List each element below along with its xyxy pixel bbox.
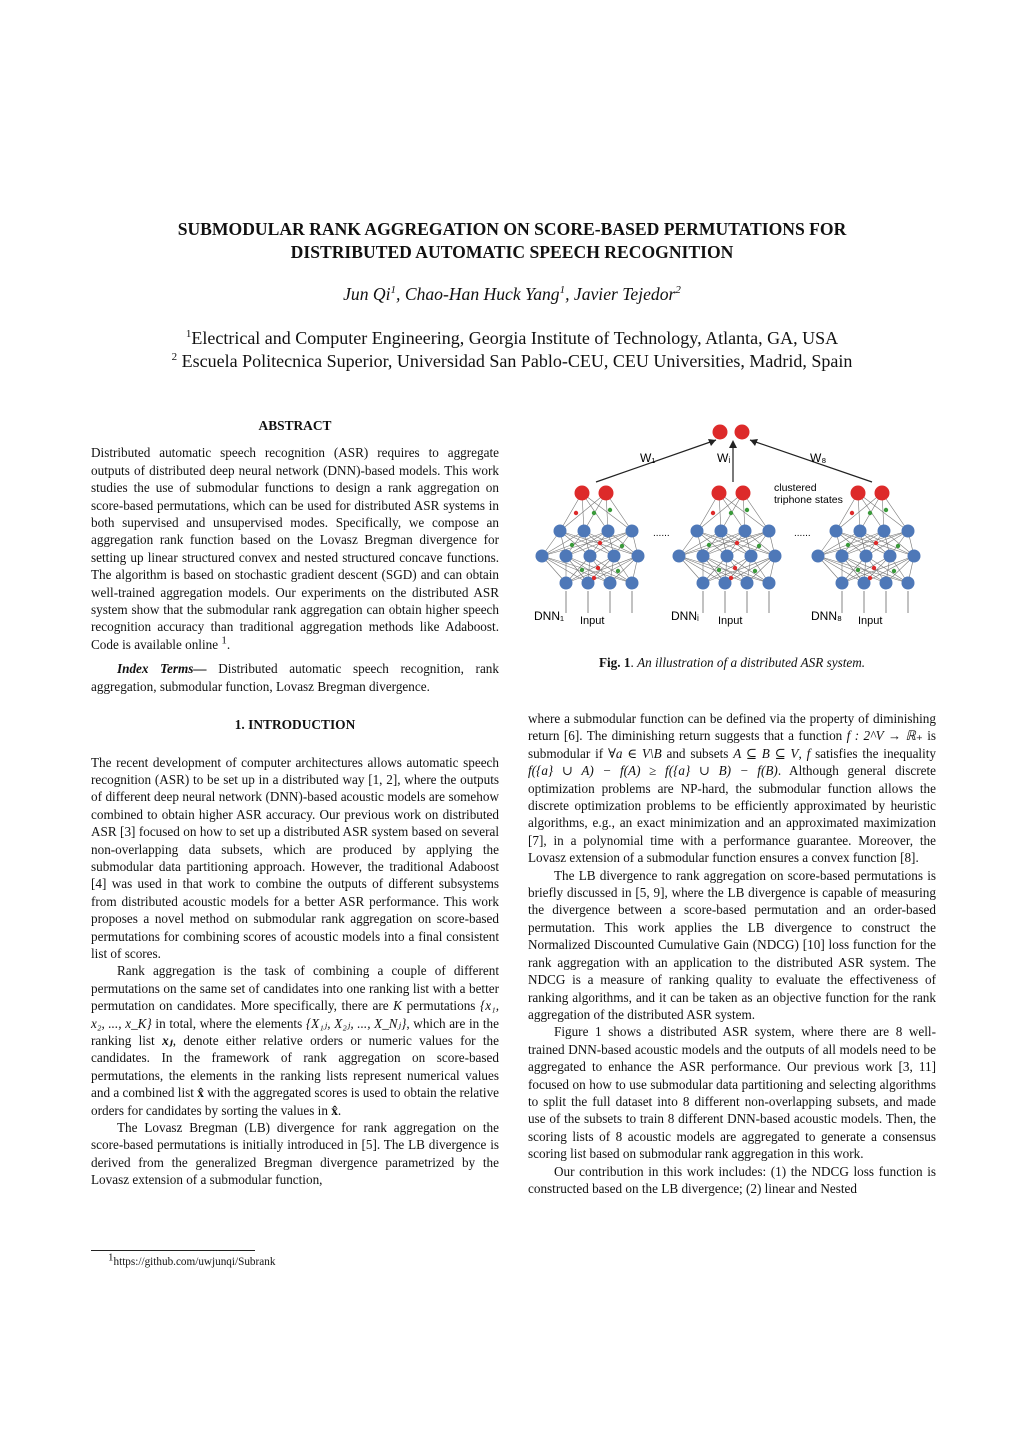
label-input: Input <box>580 615 605 627</box>
activation-dot <box>608 508 612 512</box>
author-list: Jun Qi$^1$, Chao-Han Huck Yang$^1$, Javier Tejedor$^2$ <box>343 284 681 304</box>
output-node <box>851 486 866 501</box>
math-f: f <box>806 745 811 761</box>
caption-label: Fig. 1 <box>598 655 631 670</box>
math-K: K <box>393 998 402 1014</box>
hidden-node <box>554 525 567 538</box>
label-input: Input <box>858 615 883 627</box>
activation-dot <box>711 511 715 515</box>
affiliation-1 <box>0 328 1024 349</box>
figure-distributed-asr <box>528 418 936 630</box>
hidden-node <box>854 525 867 538</box>
hidden-node <box>763 525 776 538</box>
math-xj: xⱼ <box>162 1033 173 1048</box>
footnote-link[interactable]: https://github.com/uwjunqi/Subrank <box>113 1256 276 1268</box>
hidden-node <box>697 550 710 563</box>
hidden-node <box>721 550 734 563</box>
label-dnn1: DNN₁ <box>534 609 565 623</box>
ellipsis-1: ...... <box>653 528 670 539</box>
activation-dot <box>753 569 757 573</box>
hidden-node <box>836 550 849 563</box>
text-run: , which are in the ranking list <box>91 1015 499 1048</box>
hidden-node <box>739 525 752 538</box>
intro-paragraph-2 <box>91 962 499 1119</box>
author-name: Javier Tejedor <box>573 284 676 304</box>
activation-dot <box>846 543 850 547</box>
text-run: is submodular if <box>528 728 937 761</box>
affiliation-sup: 1 <box>185 328 192 340</box>
output-node <box>735 425 750 440</box>
output-node <box>713 425 728 440</box>
label-triphone-states: triphone states <box>774 494 843 506</box>
author-name: Chao-Han Huck Yang <box>404 284 560 304</box>
text-run: , denote either relative orders or numeric values for the candidates. In the framework of rank aggregation on score-based permutations, the elements in the ranking lists represent numerical values and a combined list <box>91 1033 499 1101</box>
hidden-node <box>902 577 915 590</box>
hidden-node <box>860 550 873 563</box>
activation-dot <box>872 566 876 570</box>
abstract-end: . <box>226 636 231 652</box>
hidden-node <box>632 550 645 563</box>
label-dnni: DNNᵢ <box>671 609 699 623</box>
activation-dot <box>570 543 574 547</box>
abstract-heading: ABSTRACT <box>258 418 332 433</box>
hidden-node <box>560 550 573 563</box>
activation-dot <box>592 576 596 580</box>
hidden-node <box>769 550 782 563</box>
hidden-node <box>584 550 597 563</box>
index-terms <box>91 660 499 695</box>
math-subsets: A ⊆ B ⊆ V <box>733 745 799 761</box>
left-column <box>91 417 499 1189</box>
hidden-node <box>836 577 849 590</box>
activation-dot <box>580 568 584 572</box>
author-name: Jun Qi <box>343 284 391 304</box>
intro-paragraph-1: The recent development of computer architectures allows automatic speech recognition (ASR) to be set up in a distributed way [1, 2], where the outputs of different deep neural network (DNN)-based acoustic models are somehow combined to obtain higher ASR accuracy. Our previous work on distributed ASR [3] focused on how to set up a distributed ASR system based on several non-overlapping data subsets, which are produced by applying the submodular data partitioning approach. However, the traditional Adaboost [4] was used in that work to combine the outputs of different subsystems from distributed acoustic models for a better ASR performance. This work proposes a novel method on submodular rank aggregation on score-based permutations for combining scores of acoustic models into a final consistent list of scores. <box>91 754 499 961</box>
hidden-node <box>626 577 639 590</box>
activation-dot <box>592 511 596 515</box>
activation-dot <box>868 511 872 515</box>
text-run: where a submodular function can be defined via the property of diminishing return [6]. The diminishing return suggests that a function <box>528 711 936 744</box>
right-paragraph-4: Our contribution in this work includes: (1) the NDCG loss function is constructed based on the LB divergence; (2) linear and Nested <box>528 1163 936 1196</box>
arrow-w1 <box>596 440 716 482</box>
text-run: in total, where the elements <box>155 1015 303 1031</box>
output-node <box>575 486 590 501</box>
activation-dot <box>729 511 733 515</box>
math-inequality: f({a} ∪ A) − f(A) ≥ f({a} ∪ B) − f(B) <box>528 763 778 779</box>
right-column <box>528 710 936 1197</box>
hidden-node <box>745 550 758 563</box>
activation-dot <box>717 568 721 572</box>
activation-dot <box>729 576 733 580</box>
figure-caption: Fig. 1. An illustration of a distributed ASR system. <box>598 655 866 670</box>
label-dnn8: DNN₈ <box>811 609 842 623</box>
right-paragraph-2: The LB divergence to rank aggregation on score-based permutations is briefly discussed in [5, 9], where the LB divergence is capable of measuring the divergence between a score-based permutation and an order-based permutation. This work applies the LB divergence to construct the Normalized Discounted Cumulative Gain (NDCG) [10] loss function for the rank aggregation with an application to the distributed ASR system. The NDCG is a measure of ranking quality to evaluate the effectiveness of ranking algorithms, and it can be taken as an objective function for the rank aggregation of the distributed ASR system. <box>528 867 936 1022</box>
footnote <box>108 1251 276 1268</box>
label-input: Input <box>718 615 743 627</box>
affiliation-sup: 2 <box>171 351 178 363</box>
activation-dot <box>868 576 872 580</box>
affiliation-text: Electrical and Computer Engineering, Georgia Institute of Technology, Atlanta, GA, USA <box>191 328 839 348</box>
hidden-node <box>908 550 921 563</box>
hidden-node <box>880 577 893 590</box>
text-run: , <box>798 745 802 761</box>
author-sup: 1 <box>390 284 397 297</box>
hidden-node <box>578 525 591 538</box>
activation-dot <box>874 541 878 545</box>
activation-dot <box>856 568 860 572</box>
text-run: Rank aggregation is the task of combining a couple of different permutations on the same set of candidates into one ranking list with a better permutation on candidates. More specifically, there are <box>91 963 499 1014</box>
footnote-mark: 1 <box>108 1251 114 1264</box>
math-elements: {X₁ⱼ, X₂ⱼ, ..., X_Nⱼ} <box>305 1015 407 1031</box>
output-node <box>599 486 614 501</box>
math-forall: ∀a ∈ V\B <box>607 745 662 761</box>
text-run: permutations <box>406 998 476 1014</box>
hidden-node <box>673 550 686 563</box>
output-node <box>736 486 751 501</box>
affiliation-text: Escuela Politecnica Superior, Universidad San Pablo-CEU, CEU Universities, Madrid, Spain <box>181 351 853 371</box>
activation-dot <box>707 543 711 547</box>
activation-dot <box>596 566 600 570</box>
caption-text: An illustration of a distributed ASR system. <box>637 655 866 670</box>
text-run: satisfies the inequality <box>815 745 937 761</box>
activation-dot <box>598 541 602 545</box>
activation-dot <box>574 511 578 515</box>
activation-dot <box>896 544 900 548</box>
hidden-node <box>626 525 639 538</box>
hidden-node <box>608 550 621 563</box>
activation-dot <box>892 569 896 573</box>
hidden-node <box>884 550 897 563</box>
math-f-def: f : 2^V → ℝ₊ <box>846 728 923 744</box>
math-xhat: x̂ <box>197 1085 204 1101</box>
intro-heading: 1. INTRODUCTION <box>234 717 356 733</box>
hidden-node <box>697 577 710 590</box>
hidden-node <box>878 525 891 538</box>
hidden-node <box>715 525 728 538</box>
math-permutations: {x₁, x₂, ..., x_K} <box>91 998 500 1031</box>
hidden-node <box>560 577 573 590</box>
output-node <box>875 486 890 501</box>
paper-title <box>0 218 1024 264</box>
text-run: with the aggregated scores is used to obtain the relative orders for candidates by sorting the values in <box>91 1085 500 1118</box>
hidden-node <box>691 525 704 538</box>
output-node <box>712 486 727 501</box>
activation-dot <box>850 511 854 515</box>
ellipsis-2: ...... <box>794 528 811 539</box>
right-paragraph-3: Figure 1 shows a distributed ASR system, where there are 8 well-trained DNN-based acoustic models and the outputs of all models need to be aggregated to enhance the ASR performance. Our previous work [3, 11] focused on how to use submodular data partitioning and selecting algorithms to split the full dataset into 8 different non-overlapping subsets, and made use of the subsets to train 8 different DNN-based acoustic models. Then, the scoring lists of 8 acoustic models are aggregated to generate a consensus scoring list based on submodular rank aggregation in this work. <box>528 1024 936 1162</box>
text-run: . Although general discrete optimization problems are NP-hard, the submodular function allows the discrete optimization problems to be efficiently approximated by heuristic algorithms, e.g., an exact minimization and an approximated maximization [7], in a polynomial time with a performance guarantee. Moreover, the Lovasz extension of a submodular function ensures a convex function [8]. <box>528 763 936 866</box>
hidden-node <box>812 550 825 563</box>
abstract-footnote-mark: 1 <box>221 634 227 647</box>
right-paragraph-1 <box>528 710 936 867</box>
label-w8: W₈ <box>810 451 827 465</box>
activation-dot <box>620 544 624 548</box>
affiliation-2 <box>0 351 1024 372</box>
hidden-node <box>902 525 915 538</box>
footnote-divider <box>91 1250 255 1251</box>
hidden-node <box>604 577 617 590</box>
hidden-node <box>602 525 615 538</box>
math-xhat: x̂ <box>331 1102 338 1118</box>
activation-dot <box>757 544 761 548</box>
label-w1: W₁ <box>640 451 656 465</box>
abstract-text <box>91 444 499 653</box>
author-sup: 2 <box>675 284 681 297</box>
arrowhead <box>729 440 737 448</box>
activation-dot <box>735 541 739 545</box>
hidden-node <box>763 577 776 590</box>
intro-paragraph-3: The Lovasz Bregman (LB) divergence for rank aggregation on the score-based permutations is initially introduced in [5]. The LB divergence is derived from the generalized Bregman divergence parametrized by the Lovasz extension of a submodular function, <box>91 1120 499 1188</box>
activation-dot <box>745 508 749 512</box>
hidden-node <box>830 525 843 538</box>
hidden-node <box>536 550 549 563</box>
hidden-node <box>741 577 754 590</box>
activation-dot <box>733 566 737 570</box>
author-sup: 1 <box>559 284 566 297</box>
title-line-1: SUBMODULAR RANK AGGREGATION ON SCORE-BASED PERMUTATIONS FOR <box>177 219 847 239</box>
index-terms-text: Distributed automatic speech recognition, rank aggregation, submodular function, Lovasz Bregman divergence. <box>91 661 499 694</box>
abstract-body: Distributed automatic speech recognition (ASR) requires to aggregate outputs of distributed deep neural network (DNN)-based models. This work studies the use of submodular functions to design a rank aggregation on score-based permutations, which can be used for distributed ASR systems in both supervised and unsupervised modes. Specifically, we compose an aggregation rank function based on the Lovasz Bregman divergence for setting up linear structured convex and nested structured concave functions. The algorithm is based on stochastic gradient descent (SGD) and can obtain well-trained aggregation models. Our experiments on the distributed ASR system show that the submodular rank aggregation can obtain higher speech recognition accuracy than traditional aggregation methods like Adaboost. Code is available online <box>91 445 499 652</box>
label-wi: Wᵢ <box>717 451 731 465</box>
text-run: . <box>337 1102 342 1118</box>
index-terms-label: Index Terms— <box>117 661 207 677</box>
label-clustered: clustered <box>774 482 817 494</box>
text-run: and subsets <box>666 745 729 761</box>
title-line-2: DISTRIBUTED AUTOMATIC SPEECH RECOGNITION <box>290 242 734 262</box>
activation-dot <box>884 508 888 512</box>
activation-dot <box>616 569 620 573</box>
